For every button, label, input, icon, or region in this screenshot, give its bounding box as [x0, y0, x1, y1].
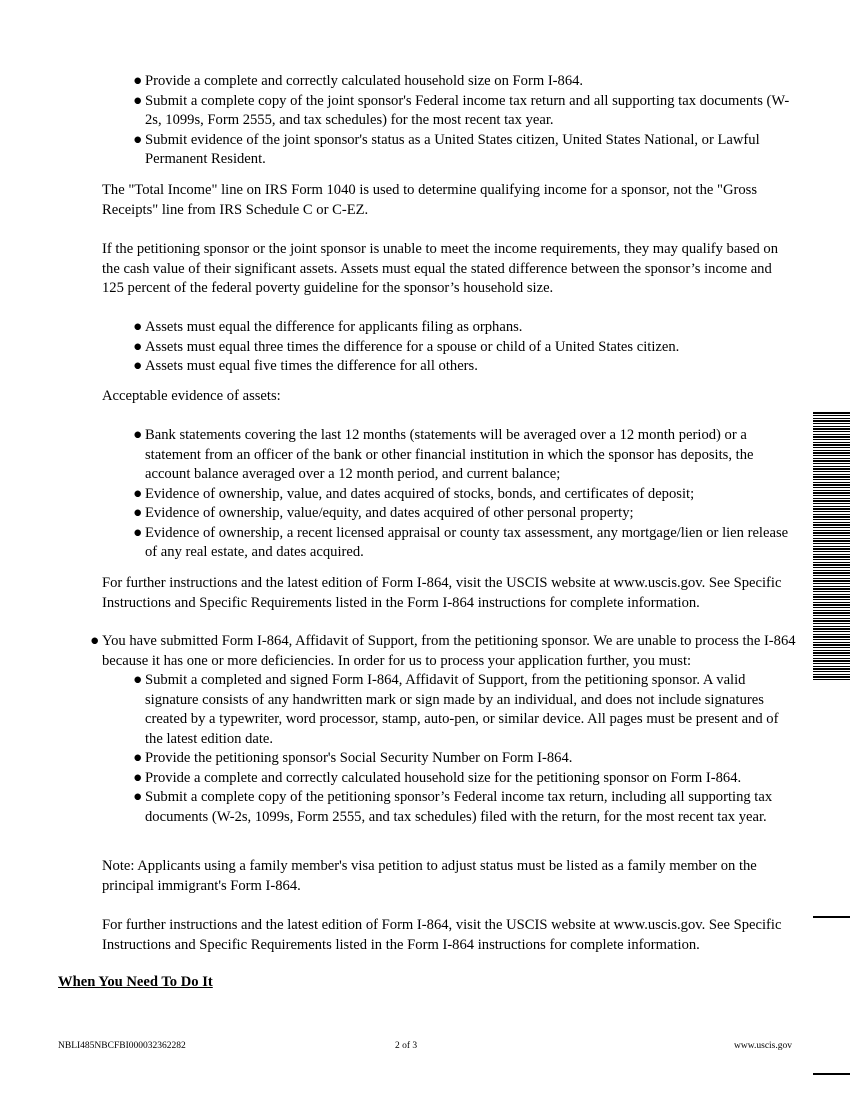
acceptable-evidence-list: [145, 426, 795, 563]
further-instructions-paragraph: For further instructions and the latest edition of Form I-864, visit the USCIS website at www.uscis.gov. See Specific Instructions and Specific Requirements listed in the Form I-864 instructions for complete information.: [102, 917, 782, 953]
list-item: ● Evidence of ownership, value/equity, and dates acquired of other personal property;: [145, 504, 795, 524]
list-item: ● Submit a complete copy of the joint sponsor's Federal income tax return and all supporting tax documents (W-2s, 1099s, Form 2555, and tax schedules) for the most recent tax year.: [145, 92, 795, 131]
list-item: [102, 632, 797, 827]
i864-deficiency-list: [102, 632, 797, 827]
list-item: ● Bank statements covering the last 12 months (statements will be averaged over a 12 month period) or a statement from an officer of the bank or other financial institution in which the sponsor has deposits, the account balance averaged over a 12 month period, and current balance;: [145, 426, 795, 485]
list-item: ● Assets must equal three times the difference for a spouse or child of a United States citizen.: [145, 338, 795, 358]
section-heading: When You Need To Do It: [58, 974, 213, 990]
list-item: ● Assets must equal five times the difference for all others.: [145, 357, 795, 377]
note-paragraph: Note: Applicants using a family member's visa petition to adjust status must be listed as a family member on the principal immigrant's Form I-864.: [102, 858, 757, 894]
further-instructions-paragraph: For further instructions and the latest edition of Form I-864, visit the USCIS website at www.uscis.gov. See Specific Instructions and Specific Requirements listed in the Form I-864 instructions for complete information.: [102, 575, 782, 611]
document-id: NBLI485NBCFBI000032362282: [58, 1041, 186, 1051]
list-item: ● Provide the petitioning sponsor's Social Security Number on Form I-864.: [145, 749, 797, 769]
barcode: [813, 412, 850, 682]
deficiency-statement: You have submitted Form I-864, Affidavit of Support, from the petitioning sponsor. We are unable to process the I-864 because it has one or more deficiencies. In order for us to process your application further, you must:: [102, 633, 796, 669]
list-item: ● Evidence of ownership, a recent licensed appraisal or county tax assessment, any mortgage/lien or lien release of any real estate, and dates acquired.: [145, 524, 795, 563]
page-number: 2 of 3: [395, 1041, 418, 1051]
margin-mark: [813, 1073, 850, 1075]
list-item: ● Submit a completed and signed Form I-864, Affidavit of Support, from the petitioning sponsor. A valid signature consists of any handwritten mark or sign made by an individual, and does not include signatures created by a typewriter, word processor, stamp, auto-pen, or similar device. All pages must be present and of the latest edition date.: [145, 671, 797, 749]
petitioning-sponsor-requirements-list: [145, 671, 797, 827]
list-item: ● Assets must equal the difference for applicants filing as orphans.: [145, 318, 795, 338]
assets-paragraph: If the petitioning sponsor or the joint sponsor is unable to meet the income requirements, they may qualify based on the cash value of their significant assets. Assets must equal the stated difference between the sponsor’s income and 125 percent of the federal poverty guideline for the sponsor’s household size.: [102, 241, 779, 296]
list-item: ● Submit a complete copy of the petitioning sponsor’s Federal income tax return, including all supporting tax documents (W-2s, 1099s, Form 2555, and tax schedules) filed with the return, for the most recent tax year.: [145, 788, 797, 827]
margin-mark: [813, 916, 850, 918]
list-item: ● Provide a complete and correctly calculated household size on Form I-864.: [145, 72, 795, 92]
list-item: ● Evidence of ownership, value, and dates acquired of stocks, bonds, and certificates of deposit;: [145, 485, 795, 505]
joint-sponsor-requirements-list: [145, 72, 795, 170]
total-income-paragraph: The "Total Income" line on IRS Form 1040 is used to determine qualifying income for a sponsor, not the "Gross Receipts" line from IRS Schedule C or C-EZ.: [102, 182, 758, 218]
list-item: ● Provide a complete and correctly calculated household size for the petitioning sponsor on Form I-864.: [145, 769, 797, 789]
acceptable-evidence-heading: Acceptable evidence of assets:: [102, 388, 281, 404]
asset-multiplier-list: [145, 318, 795, 377]
list-item: ● Submit evidence of the joint sponsor's status as a United States citizen, United States National, or Lawful Permanent Resident.: [145, 131, 795, 170]
website-link[interactable]: www.uscis.gov: [734, 1041, 792, 1051]
